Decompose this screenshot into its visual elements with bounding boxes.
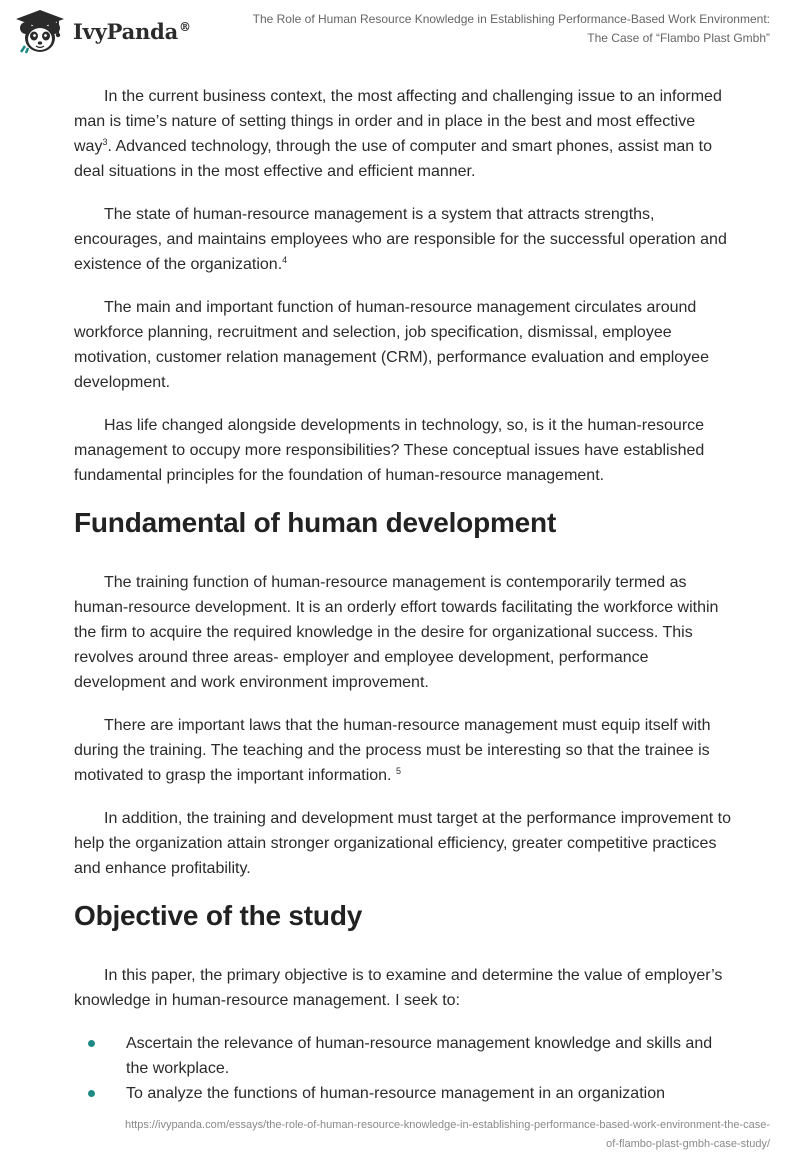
paragraph: In this paper, the primary objective is to examine and determine the value of employer’s knowledge in human-resource management. I seek to: [74,967,723,1009]
registered-mark: ® [179,19,191,34]
source-url[interactable] [30,1116,770,1154]
source-url-line: https://ivypanda.com/essays/the-role-of-human-resource-knowledge-in-establishing-performance-based-work-environment-the-case- [124,1119,770,1131]
paragraph: Has life changed alongside developments in technology, so, is it the human-resource management to occupy more responsibilities? These conceptual issues have established fundamental principles for the foundation of human-resource management. [74,417,705,484]
list-item: Ascertain the relevance of human-resource management knowledge and skills and the workplace. [74,1031,734,1081]
paragraph: The state of human-resource management is a system that attracts strengths, encourages, and maintains employees who are responsible for the successful operation and existence of the organization.$^4$ [74,206,727,273]
document-title-line: The Case of “Flambo Plast Gmbh” [587,31,770,45]
objective-list [74,1031,734,1106]
section-heading: Fundamental of human development [74,507,557,538]
article-body [74,84,734,1106]
paragraph: The training function of human-resource management is contemporarily termed as human-resource development. It is an orderly effort towards facilitating the workforce within the firm to acquire the required knowledge in the desire for organizational success. This revolves around three areas- employer and employee development, performance development and work environment improvement. [74,574,719,691]
document-title [210,10,770,48]
brand-name: IvyPanda® [73,18,191,44]
footnote-ref[interactable]: 3 [102,137,108,147]
paragraph: There are important laws that the human-resource management must equip itself with during the training. The teaching and the process must be interesting so that the trainee is motivated to grasp the important information. $^5$ [74,717,711,784]
paragraph: In addition, the training and development must target at the performance improvement to help the organization attain stronger organizational efficiency, greater competitive practices and enhance profitability. [74,810,732,877]
footnote-ref[interactable]: 5 [395,766,401,776]
bullet-icon [88,1040,95,1047]
page-header [0,0,800,62]
list-item: To analyze the functions of human-resource management in an organization [74,1081,734,1106]
ivypanda-logo[interactable] [14,8,191,54]
footnote-ref[interactable]: 4 [282,255,288,265]
source-url-line: of-flambo-plast-gmbh-case-study/ [606,1138,770,1150]
panda-graduate-icon [14,8,66,54]
document-title-line: The Role of Human Resource Knowledge in Establishing Performance-Based Work Environment: [252,12,770,26]
paragraph: The main and important function of human-resource management circulates around workforce planning, recruitment and selection, job specification, dismissal, employee motivation, customer relation management (CRM), performance evaluation and employee development. [74,299,709,391]
section-heading: Objective of the study [74,900,363,931]
paragraph: In the current business context, the most affecting and challenging issue to an informed man is time’s nature of setting things in order and in place in the best and most effective way$^3$. Advanced technology, through the use of computer and smart phones, assist man to deal situations in the most effective and efficient manner. [74,88,722,180]
bullet-icon [88,1090,95,1097]
